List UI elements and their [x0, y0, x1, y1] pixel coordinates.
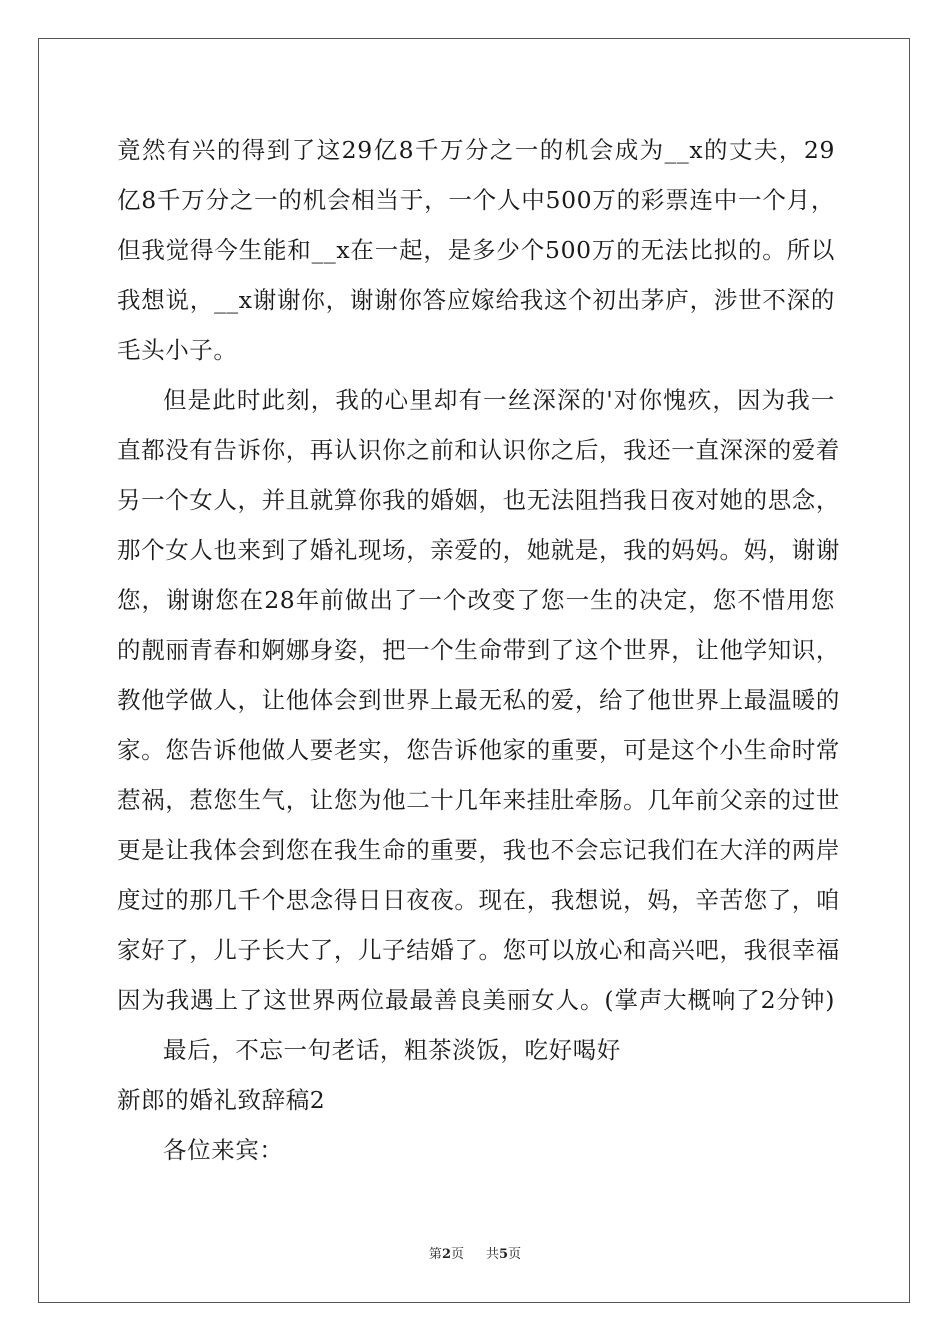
text-line: 教他学做人，让他体会到世界上最无私的爱，给了他世界上最温暖的 — [117, 686, 840, 714]
text-line: 直都没有告诉你，再认识你之前和认识你之后，我还一直深深的爱着 — [117, 436, 840, 464]
text-line: 另一个女人，并且就算你我的婚姻，也无法阻挡我日夜对她的思念， — [117, 486, 840, 514]
total-label-suffix: 页 — [508, 1247, 522, 1262]
text-line: 惹祸，惹您生气，让您为他二十几年来挂肚牵肠。几年前父亲的过世 — [117, 786, 840, 814]
text-line: 您，谢谢您在28年前做出了一个改变了您一生的决定，您不惜用您 — [117, 586, 835, 614]
page-label-suffix: 页 — [450, 1247, 464, 1262]
text-line: 竟然有兴的得到了这29亿8千万分之一的机会成为__x的丈夫，29 — [117, 136, 835, 164]
paragraph-first-line: 最后，不忘一句老话，粗茶淡饭，吃好喝好 — [163, 1036, 621, 1064]
text-line: 度过的那几千个思念得日日夜夜。现在，我想说，妈，辛苦您了，咱 — [117, 886, 840, 914]
section-heading: 新郎的婚礼致辞稿2 — [117, 1086, 326, 1114]
text-line: 但我觉得今生能和__x在一起，是多少个500万的无法比拟的。所以 — [117, 236, 835, 264]
text-line: 毛头小子。 — [117, 336, 238, 364]
page-footer — [0, 1246, 950, 1264]
text-line: 亿8千万分之一的机会相当于，一个人中500万的彩票连中一个月， — [117, 186, 835, 214]
paragraph-first-line: 但是此时此刻，我的心里却有一丝深深的'对你愧疚，因为我一 — [163, 386, 835, 414]
salutation: 各位来宾： — [163, 1136, 284, 1164]
text-line: 的靓丽青春和婀娜身姿，把一个生命带到了这个世界，让他学知识， — [117, 636, 840, 664]
text-line: 家。您告诉他做人要老实，您告诉他家的重要，可是这个小生命时常 — [117, 736, 840, 764]
text-line: 家好了，儿子长大了，儿子结婚了。您可以放心和高兴吧，我很幸福 — [117, 936, 840, 964]
current-page-number: 2 — [441, 1247, 451, 1262]
text-line: 我想说，__x谢谢你，谢谢你答应嫁给我这个初出茅庐，涉世不深的 — [117, 286, 835, 314]
text-line: 那个女人也来到了婚礼现场，亲爱的，她就是，我的妈妈。妈，谢谢 — [117, 536, 840, 564]
total-label-prefix: 共 — [486, 1247, 500, 1262]
text-line: 因为我遇上了这世界两位最最善良美丽女人。(掌声大概响了2分钟) — [117, 986, 835, 1014]
text-line: 更是让我体会到您在我生命的重要，我也不会忘记我们在大洋的两岸 — [117, 836, 840, 864]
total-pages-number: 5 — [499, 1247, 509, 1262]
page-label-prefix: 第 — [428, 1247, 442, 1262]
